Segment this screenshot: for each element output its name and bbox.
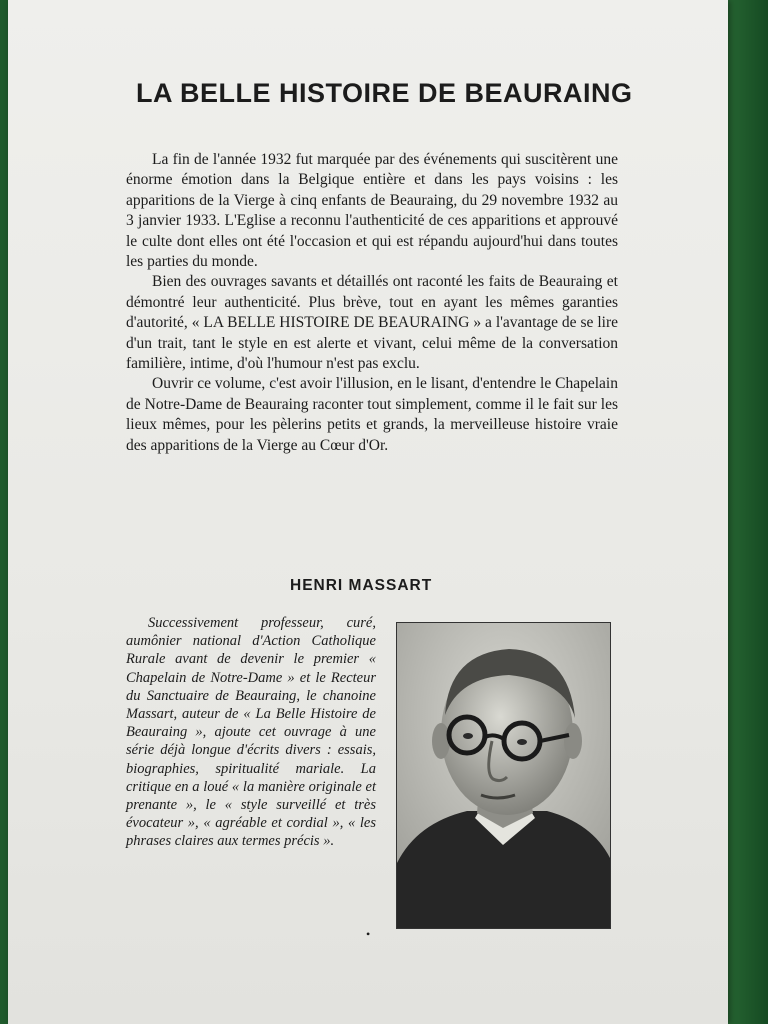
author-portrait-photo [396,622,611,929]
intro-paragraph-3: Ouvrir ce volume, c'est avoir l'illusion, en le lisant, d'entendre le Chapelain de Notre-Dame de Beauraing raconter tout simplement, comme il le fait sur les lieux mêmes, pour les pèlerins petits et grands, la merveilleuse histoire vraie des apparitions de la Vierge au Cœur d'Or. [126,375,618,454]
author-bio [126,614,376,851]
author-bio-text: Successivement professeur, curé, aumônier national d'Action Catholique Rurale avant de devenir le premier « Chapelain de Notre-Dame » et le Recteur du Sanctuaire de Beauraing, le chanoine Massart, auteur de « La Belle Histoire de Beauraing », ajoute cet ouvrage à une série déjà longue d'écrits divers : essais, biographies, spiritualité mariale. La critique en a loué « la manière originale et prenante », le « style surveillé et très évocateur », « agréable et cordial », « les phrases claires aux termes précis ». [126,615,376,850]
intro-text [126,150,618,456]
portrait-illustration [397,623,610,928]
intro-paragraph-2: Bien des ouvrages savants et détaillés ont raconté les faits de Beauraing et démontré leur authenticité. Plus brève, tout en ayant les mêmes garanties d'autorité, « LA BELLE HISTOIRE DE BEAURAING » a l'avantage de se lire d'un trait, tant le style en est alerte et vivant, celui même de la conversation familière, intime, d'où l'humour n'est pas exclu. [126,273,618,373]
page-title: LA BELLE HISTOIRE DE BEAURAING [136,78,633,108]
intro-paragraph-1: La fin de l'année 1932 fut marquée par des événements qui suscitèrent une énorme émotion dans la Belgique entière et dans les pays voisins : les apparitions de la Vierge à cinq enfants de Beauraing, du 29 novembre 1932 au 3 janvier 1933. L'Eglise a reconnu l'authenticité de ces apparitions et approuvé le culte dont elles ont été l'occasion et qui est répandu aujourd'hui dans toutes les parties du monde. [126,151,618,271]
author-name: HENRI MASSART [290,577,433,594]
end-mark: • [366,927,371,941]
book-back-cover-page [8,0,728,1024]
